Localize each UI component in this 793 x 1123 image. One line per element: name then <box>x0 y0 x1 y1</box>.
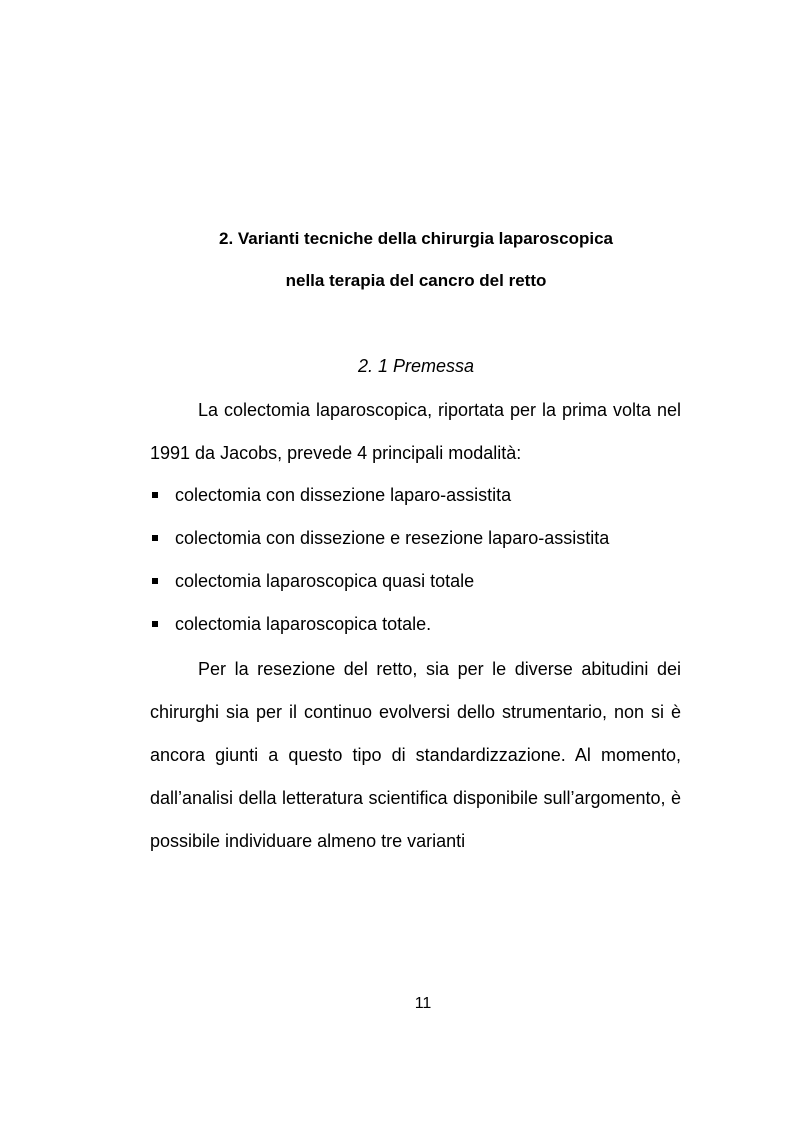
bullet-list <box>150 474 690 646</box>
list-item-text: colectomia laparoscopica totale. <box>175 614 432 634</box>
list-item-text: colectomia con dissezione e resezione laparo-assistita <box>175 528 610 548</box>
list-item <box>150 474 690 517</box>
square-bullet-icon <box>152 578 158 584</box>
list-item <box>150 517 690 560</box>
square-bullet-icon <box>152 621 158 627</box>
list-item-text: colectomia laparoscopica quasi totale <box>175 571 475 591</box>
section-heading: 2. 1 Premessa <box>357 356 475 376</box>
list-item-text: colectomia con dissezione laparo-assistita <box>175 485 512 505</box>
list-item <box>150 603 690 646</box>
page-number: 11 <box>414 995 432 1012</box>
chapter-title-line-1: 2. Varianti tecniche della chirurgia laparoscopica <box>219 229 613 248</box>
body-paragraph: Per la resezione del retto, sia per le diverse abitudini dei chirurghi sia per il continuo evolversi dello strumentario, non si è ancora giunti a questo tipo di standardizzazione. Al momento, dall’analisi della letteratura scientifica disponibile sull’argomento, è possibile individuare almeno tre varianti <box>150 659 681 851</box>
square-bullet-icon <box>152 535 158 541</box>
intro-paragraph: La colectomia laparoscopica, riportata per la prima volta nel 1991 da Jacobs, prevede 4 principali modalità: <box>150 400 681 463</box>
list-item <box>150 560 690 603</box>
square-bullet-icon <box>152 492 158 498</box>
chapter-title-line-2: nella terapia del cancro del retto <box>285 271 547 290</box>
